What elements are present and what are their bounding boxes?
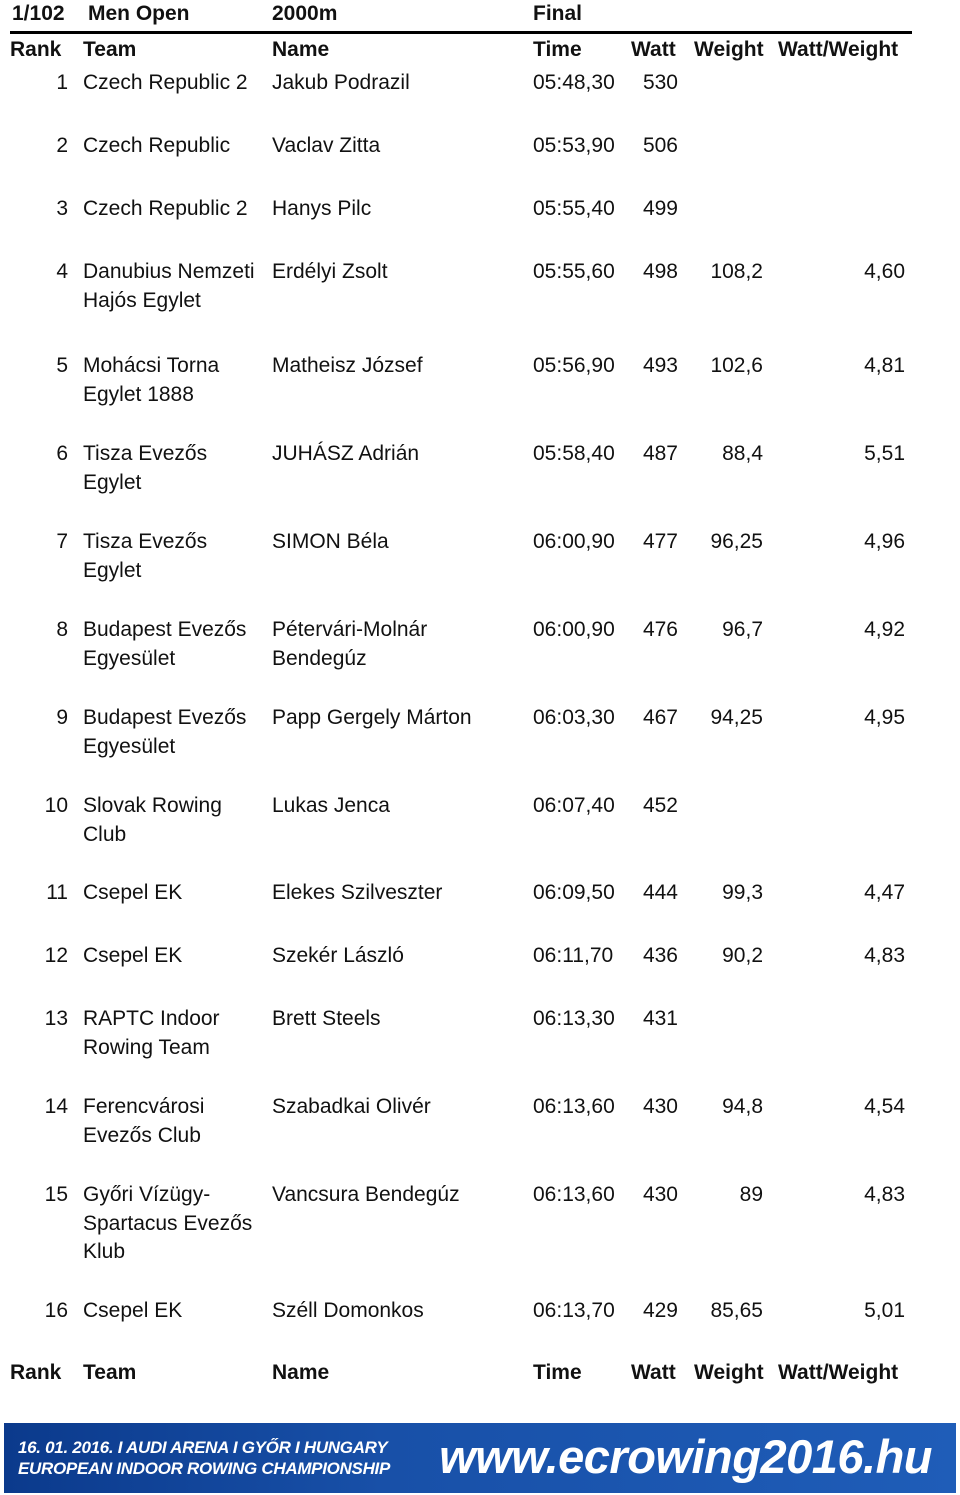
athlete-name-cell-line: Matheisz József	[272, 354, 423, 377]
team-cell	[83, 792, 263, 849]
team-cell-line: Egylet 1888	[83, 382, 194, 406]
event-number: 1/102	[12, 2, 65, 25]
col-weight: Weight	[694, 1361, 764, 1384]
athlete-name-cell	[272, 1093, 522, 1122]
team-cell-line: Csepel EK	[83, 944, 183, 967]
athlete-name-cell	[272, 1005, 522, 1034]
weight-cell: 96,25	[710, 530, 763, 553]
watt-weight-cell: 4,81	[864, 354, 905, 377]
team-cell	[83, 879, 263, 908]
time-cell: 06:13,30	[533, 1007, 615, 1030]
athlete-name-cell-line: Vancsura Bendegúz	[272, 1183, 460, 1206]
watt-cell: 530	[642, 71, 678, 94]
team-cell	[83, 528, 263, 585]
watt-weight-cell: 4,83	[864, 944, 905, 967]
watt-weight-cell: 4,54	[864, 1095, 905, 1118]
athlete-name-cell	[272, 942, 522, 971]
team-cell-line: Tisza Evezős	[83, 442, 208, 465]
watt-weight-cell: 4,96	[864, 530, 905, 553]
athlete-name-cell-line: Bendegúz	[272, 646, 367, 670]
weight-cell: 88,4	[722, 442, 763, 465]
athlete-name-cell-line: Szekér László	[272, 944, 404, 967]
time-cell: 06:13,70	[533, 1299, 615, 1322]
weight-cell: 89	[739, 1183, 763, 1206]
team-cell-line: Egylet	[83, 470, 142, 494]
watt-weight-cell: 5,01	[864, 1299, 905, 1322]
team-cell-line: Czech Republic 2	[83, 71, 248, 94]
team-cell-line: Budapest Evezős	[83, 706, 247, 729]
watt-weight-cell: 4,47	[864, 881, 905, 904]
athlete-name-cell	[272, 352, 522, 381]
time-cell: 05:58,40	[533, 442, 615, 465]
watt-cell: 498	[642, 260, 678, 283]
weight-cell: 90,2	[722, 944, 763, 967]
rank-cell: 1	[56, 71, 68, 94]
time-cell: 06:11,70	[533, 944, 614, 967]
rank-cell: 11	[46, 881, 68, 904]
athlete-name-cell	[272, 704, 522, 733]
team-cell-line: Czech Republic	[83, 134, 231, 157]
team-cell-line: Spartacus Evezős	[83, 1211, 253, 1235]
time-cell: 05:48,30	[533, 71, 615, 94]
athlete-name-cell	[272, 1181, 522, 1210]
col-name: Name	[272, 1361, 330, 1384]
team-cell-line: Klub	[83, 1240, 126, 1263]
team-cell-line: Egyesület	[83, 646, 176, 670]
rank-cell: 9	[56, 706, 68, 729]
athlete-name-cell	[272, 616, 522, 673]
championship-banner	[4, 1423, 956, 1493]
watt-weight-cell: 4,60	[864, 260, 905, 283]
team-cell	[83, 195, 263, 224]
event-distance: 2000m	[272, 2, 338, 25]
athlete-name-cell-line: Vaclav Zitta	[272, 134, 381, 157]
team-cell-line: Csepel EK	[83, 1299, 183, 1322]
team-cell-line: Czech Republic 2	[83, 197, 248, 220]
team-cell	[83, 704, 263, 761]
watt-weight-cell: 4,95	[864, 706, 905, 729]
col-watt: Watt	[631, 38, 676, 61]
rank-cell: 13	[44, 1007, 68, 1030]
team-cell	[83, 258, 263, 315]
header-divider	[10, 31, 912, 34]
watt-cell: 430	[642, 1095, 678, 1118]
time-cell: 05:55,60	[533, 260, 615, 283]
banner-date-venue: 16. 01. 2016. I AUDI ARENA I GYŐR I HUNGARY	[18, 1438, 388, 1457]
team-cell-line: RAPTC Indoor	[83, 1007, 220, 1030]
athlete-name-cell-line: JUHÁSZ Adrián	[272, 442, 420, 465]
team-cell-line: Csepel EK	[83, 881, 183, 904]
watt-cell: 431	[642, 1007, 678, 1030]
time-cell: 06:07,40	[533, 794, 615, 817]
athlete-name-cell-line: Szabadkai Olivér	[272, 1095, 431, 1118]
athlete-name-cell	[272, 132, 522, 161]
time-cell: 06:00,90	[533, 530, 615, 553]
athlete-name-cell-line: Jakub Podrazil	[272, 71, 410, 94]
rank-cell: 16	[44, 1299, 68, 1322]
athlete-name-cell-line: Hanys Pilc	[272, 197, 372, 220]
watt-weight-cell: 4,92	[864, 618, 905, 641]
time-cell: 06:03,30	[533, 706, 615, 729]
weight-cell: 94,8	[722, 1095, 763, 1118]
athlete-name-cell	[272, 195, 522, 224]
rank-cell: 10	[44, 794, 68, 817]
team-cell-line: Rowing Team	[83, 1035, 210, 1059]
col-watt: Watt	[631, 1361, 676, 1384]
team-cell	[83, 352, 263, 409]
rank-cell: 14	[44, 1095, 68, 1118]
col-time: Time	[533, 38, 582, 61]
weight-cell: 108,2	[710, 260, 763, 283]
team-cell-line: Evezős Club	[83, 1123, 201, 1147]
col-rank: Rank	[10, 1361, 62, 1384]
athlete-name-cell	[272, 528, 522, 557]
time-cell: 06:13,60	[533, 1095, 615, 1118]
banner-event-info	[18, 1437, 390, 1479]
athlete-name-cell-line: Brett Steels	[272, 1007, 381, 1030]
col-watt-weight: Watt/Weight	[778, 1361, 899, 1384]
team-cell-line: Egylet	[83, 558, 142, 582]
team-cell	[83, 1005, 263, 1062]
team-cell	[83, 942, 263, 971]
team-cell	[83, 1093, 263, 1150]
time-cell: 06:13,60	[533, 1183, 615, 1206]
rank-cell: 15	[44, 1183, 68, 1206]
watt-cell: 493	[642, 354, 678, 377]
watt-cell: 487	[642, 442, 678, 465]
rank-cell: 5	[56, 354, 68, 377]
watt-cell: 476	[642, 618, 678, 641]
watt-cell: 467	[642, 706, 678, 729]
watt-weight-cell: 4,83	[864, 1183, 905, 1206]
weight-cell: 94,25	[710, 706, 763, 729]
watt-cell: 499	[642, 197, 678, 220]
watt-cell: 444	[642, 881, 678, 904]
rank-cell: 3	[56, 197, 68, 220]
rank-cell: 8	[56, 618, 68, 641]
time-cell: 05:56,90	[533, 354, 615, 377]
team-cell	[83, 1297, 263, 1326]
watt-cell: 452	[642, 794, 678, 817]
team-cell-line: Budapest Evezős	[83, 618, 247, 641]
rank-cell: 6	[56, 442, 68, 465]
athlete-name-cell	[272, 440, 522, 469]
col-watt-weight: Watt/Weight	[778, 38, 899, 61]
watt-cell: 430	[642, 1183, 678, 1206]
weight-cell: 102,6	[710, 354, 763, 377]
banner-url: www.ecrowing2016.hu	[439, 1430, 932, 1483]
athlete-name-cell-line: Pétervári-Molnár	[272, 618, 428, 641]
banner-championship-name: EUROPEAN INDOOR ROWING CHAMPIONSHIP	[18, 1459, 391, 1478]
rank-cell: 4	[56, 260, 68, 283]
weight-cell: 85,65	[710, 1299, 763, 1322]
col-team: Team	[83, 1361, 137, 1384]
athlete-name-cell-line: Lukas Jenca	[272, 794, 390, 817]
team-cell-line: Mohácsi Torna	[83, 354, 220, 377]
time-cell: 05:53,90	[533, 134, 615, 157]
weight-cell: 96,7	[722, 618, 763, 641]
athlete-name-cell-line: SIMON Béla	[272, 530, 389, 553]
rank-cell: 12	[44, 944, 68, 967]
athlete-name-cell	[272, 1297, 522, 1326]
team-cell-line: Tisza Evezős	[83, 530, 208, 553]
team-cell	[83, 69, 263, 98]
col-rank: Rank	[10, 38, 62, 61]
team-cell-line: Győri Vízügy-	[83, 1183, 211, 1206]
team-cell	[83, 132, 263, 161]
watt-cell: 429	[642, 1299, 678, 1322]
col-weight: Weight	[694, 38, 764, 61]
weight-cell: 99,3	[722, 881, 763, 904]
watt-cell: 477	[642, 530, 678, 553]
rank-cell: 2	[56, 134, 68, 157]
athlete-name-cell	[272, 69, 522, 98]
col-time: Time	[533, 1361, 582, 1384]
athlete-name-cell	[272, 792, 522, 821]
athlete-name-cell	[272, 258, 522, 287]
team-cell-line: Egyesület	[83, 734, 176, 758]
col-team: Team	[83, 38, 137, 61]
watt-weight-cell: 5,51	[864, 442, 905, 465]
event-stage: Final	[533, 2, 583, 25]
athlete-name-cell-line: Papp Gergely Márton	[272, 706, 472, 729]
team-cell-line: Slovak Rowing	[83, 794, 222, 817]
event-category: Men Open	[88, 2, 190, 25]
time-cell: 06:09,50	[533, 881, 615, 904]
team-cell-line: Ferencvárosi	[83, 1095, 205, 1118]
athlete-name-cell-line: Erdélyi Zsolt	[272, 260, 388, 283]
team-cell	[83, 1181, 263, 1267]
time-cell: 06:00,90	[533, 618, 615, 641]
team-cell-line: Club	[83, 822, 127, 846]
watt-cell: 436	[642, 944, 678, 967]
time-cell: 05:55,40	[533, 197, 615, 220]
team-cell	[83, 440, 263, 497]
team-cell-line: Hajós Egylet	[83, 288, 201, 312]
rank-cell: 7	[56, 530, 68, 553]
athlete-name-cell-line: Széll Domonkos	[272, 1299, 424, 1322]
team-cell-line: Danubius Nemzeti	[83, 260, 255, 283]
athlete-name-cell-line: Elekes Szilveszter	[272, 881, 443, 904]
athlete-name-cell	[272, 879, 522, 908]
watt-cell: 506	[642, 134, 678, 157]
team-cell	[83, 616, 263, 673]
col-name: Name	[272, 38, 330, 61]
